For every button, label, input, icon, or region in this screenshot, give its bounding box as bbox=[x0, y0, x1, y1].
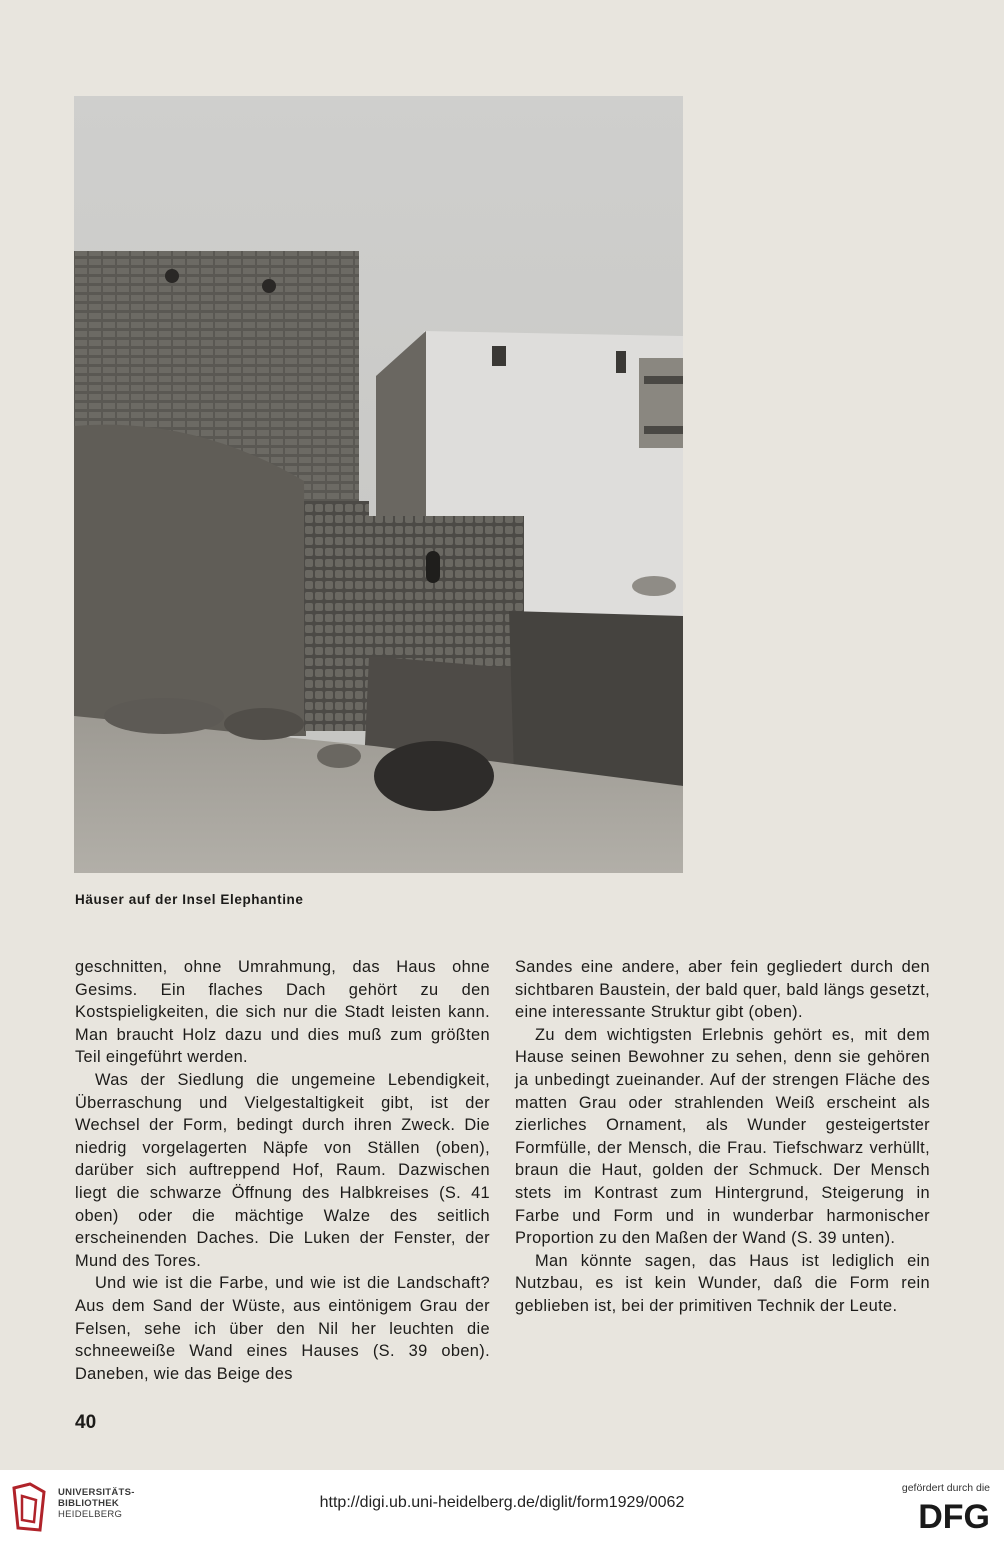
library-name-line: UNIVERSITÄTS- bbox=[58, 1487, 135, 1498]
library-name-line: HEIDELBERG bbox=[58, 1509, 123, 1520]
source-url-link[interactable]: http://digi.ub.uni-heidelberg.de/diglit/form1929/0062 bbox=[319, 1494, 685, 1511]
houses-photo-illustration bbox=[74, 96, 683, 873]
photo-caption: Häuser auf der Insel Elephantine bbox=[75, 892, 304, 907]
footer-bar bbox=[0, 1470, 1004, 1545]
page-number: 40 bbox=[75, 1412, 97, 1433]
photograph-elephantine-houses bbox=[74, 96, 683, 873]
paragraph: Und wie ist die Farbe, und wie ist die Landschaft? Aus dem Sand der Wüste, aus eintönigem Grau der Felsen, sehe ich über den Nil her leuchten die schneeweiße Wand eines Hauses (S. 39 oben). Daneben, wie das Beige des bbox=[75, 1274, 490, 1383]
library-name-line: BIBLIOTHEK bbox=[58, 1498, 120, 1509]
paragraph: geschnitten, ohne Umrahmung, das Haus ohne Gesims. Ein flaches Dach gehört zu den Kostspieligkeiten, die sich nur die Stadt leisten kann. Man braucht Holz dazu und dies muß zum größten Teil eingeführt werden. bbox=[75, 958, 490, 1067]
paragraph: Zu dem wichtigsten Erlebnis gehört es, mit dem Hause seinen Bewohner zu sehen, denn sie gehören ja unbedingt zueinander. Auf der strengen Fläche des matten Grau oder strahlenden Weiß erscheint als zierliches Ornament, als Wunder gesteigertster Formfülle, der Mensch, die Frau. Tiefschwarz verhüllt, braun die Haut, golden der Schmuck. Der Mensch stets im Kontrast zum Hintergrund, Steigerung in Farbe und Form und in wunderbar harmonischer Proportion zu den Maßen der Wand (S. 39 unten). bbox=[515, 1025, 930, 1248]
text-column-left bbox=[75, 956, 490, 1385]
paragraph: Was der Siedlung die ungemeine Lebendigkeit, Überraschung und Vielgestaltigkeit gibt, ist der Wechsel der Form, bedingt durch ihren Zweck. Die niedrig vorgelagerten Näpfe von Ställen (oben), darüber sich auftreppend Hof, Raum. Dazwischen liegt die schwarze Öffnung des Halbkreises (S. 41 oben) oder die mächtige Walze des seitlich erscheinenden Daches. Die Luken der Fenster, der Mund des Tores. bbox=[75, 1070, 490, 1270]
dfg-logo-text: DFG bbox=[918, 1498, 990, 1532]
dfg-logo-icon bbox=[894, 1498, 990, 1532]
paragraph: Sandes eine andere, aber fein gegliedert durch den sichtbaren Baustein, der bald quer, bald längs gesetzt, eine interessante Struktur gibt (oben). bbox=[515, 958, 930, 1022]
paragraph: Man könnte sagen, das Haus ist lediglich ein Nutzbau, es ist kein Wunder, daß die Form rein geblieben ist, bei der primitiven Technik der Leute. bbox=[515, 1251, 930, 1315]
funded-by-label: gefördert durch die bbox=[901, 1482, 990, 1494]
text-column-right bbox=[515, 956, 930, 1318]
dfg-funding bbox=[880, 1482, 990, 1532]
